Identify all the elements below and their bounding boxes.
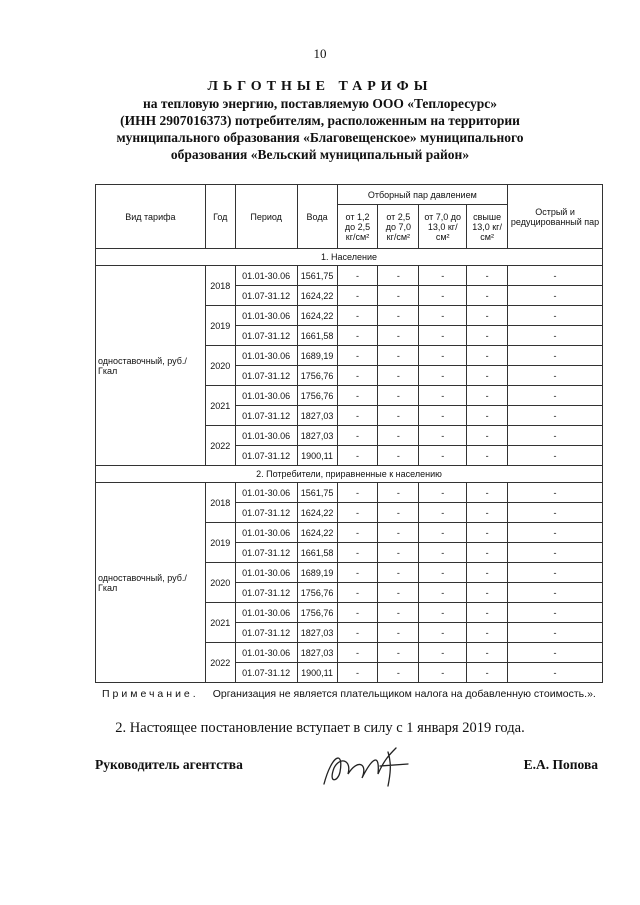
year-cell: 2020 xyxy=(205,563,235,603)
empty-cell: - xyxy=(378,583,419,603)
water-cell: 1756,76 xyxy=(297,603,337,623)
empty-cell: - xyxy=(419,643,467,663)
period-cell: 01.07-31.12 xyxy=(235,543,297,563)
empty-cell: - xyxy=(378,446,419,466)
empty-cell: - xyxy=(467,563,508,583)
period-cell: 01.07-31.12 xyxy=(235,446,297,466)
empty-cell: - xyxy=(419,406,467,426)
water-cell: 1756,76 xyxy=(297,583,337,603)
water-cell: 1689,19 xyxy=(297,563,337,583)
tariff-type-cell: одноставочный, руб./Гкал xyxy=(96,266,206,466)
empty-cell: - xyxy=(508,366,603,386)
empty-cell: - xyxy=(467,483,508,503)
empty-cell: - xyxy=(337,286,378,306)
empty-cell: - xyxy=(467,286,508,306)
empty-cell: - xyxy=(419,563,467,583)
empty-cell: - xyxy=(337,406,378,426)
period-cell: 01.07-31.12 xyxy=(235,326,297,346)
water-cell: 1624,22 xyxy=(297,306,337,326)
year-cell: 2020 xyxy=(205,346,235,386)
empty-cell: - xyxy=(508,603,603,623)
empty-cell: - xyxy=(467,623,508,643)
year-cell: 2019 xyxy=(205,306,235,346)
empty-cell: - xyxy=(508,446,603,466)
empty-cell: - xyxy=(378,346,419,366)
header-steam-col: от 7,0 до 13,0 кг/см² xyxy=(419,205,467,249)
empty-cell: - xyxy=(378,426,419,446)
empty-cell: - xyxy=(467,406,508,426)
section-title: 2. Потребители, приравненные к населению xyxy=(96,466,603,483)
header-water: Вода xyxy=(297,185,337,249)
signatory-position: Руководитель агентства xyxy=(95,757,243,772)
empty-cell: - xyxy=(337,266,378,286)
empty-cell: - xyxy=(419,306,467,326)
water-cell: 1661,58 xyxy=(297,543,337,563)
empty-cell: - xyxy=(467,523,508,543)
period-cell: 01.01-30.06 xyxy=(235,603,297,623)
empty-cell: - xyxy=(337,366,378,386)
empty-cell: - xyxy=(508,643,603,663)
empty-cell: - xyxy=(337,386,378,406)
empty-cell: - xyxy=(337,543,378,563)
empty-cell: - xyxy=(378,406,419,426)
period-cell: 01.01-30.06 xyxy=(235,563,297,583)
empty-cell: - xyxy=(378,326,419,346)
water-cell: 1624,22 xyxy=(297,286,337,306)
water-cell: 1900,11 xyxy=(297,446,337,466)
table-row xyxy=(96,266,603,286)
empty-cell: - xyxy=(337,503,378,523)
water-cell: 1689,19 xyxy=(297,346,337,366)
year-cell: 2018 xyxy=(205,266,235,306)
empty-cell: - xyxy=(378,603,419,623)
empty-cell: - xyxy=(508,583,603,603)
water-cell: 1900,11 xyxy=(297,663,337,683)
header-steam-col: свыше 13,0 кг/см² xyxy=(467,205,508,249)
empty-cell: - xyxy=(419,286,467,306)
empty-cell: - xyxy=(508,346,603,366)
header-steam-group: Отборный пар давлением xyxy=(337,185,508,205)
empty-cell: - xyxy=(419,523,467,543)
period-cell: 01.07-31.12 xyxy=(235,503,297,523)
period-cell: 01.07-31.12 xyxy=(235,663,297,683)
empty-cell: - xyxy=(337,603,378,623)
empty-cell: - xyxy=(508,523,603,543)
empty-cell: - xyxy=(467,386,508,406)
empty-cell: - xyxy=(508,386,603,406)
empty-cell: - xyxy=(419,543,467,563)
period-cell: 01.01-30.06 xyxy=(235,346,297,366)
empty-cell: - xyxy=(467,426,508,446)
empty-cell: - xyxy=(337,563,378,583)
water-cell: 1827,03 xyxy=(297,643,337,663)
water-cell: 1756,76 xyxy=(297,386,337,406)
empty-cell: - xyxy=(378,663,419,683)
empty-cell: - xyxy=(467,446,508,466)
note xyxy=(102,688,596,700)
empty-cell: - xyxy=(508,266,603,286)
empty-cell: - xyxy=(337,663,378,683)
header-steam-col: от 1,2 до 2,5 кг/см² xyxy=(337,205,378,249)
empty-cell: - xyxy=(337,446,378,466)
year-cell: 2022 xyxy=(205,643,235,683)
empty-cell: - xyxy=(419,483,467,503)
empty-cell: - xyxy=(378,563,419,583)
year-cell: 2021 xyxy=(205,386,235,426)
empty-cell: - xyxy=(508,426,603,446)
empty-cell: - xyxy=(419,623,467,643)
title-line: (ИНН 2907016373) потребителям, расположенным на территории xyxy=(120,113,520,128)
empty-cell: - xyxy=(467,503,508,523)
header-year: Год xyxy=(205,185,235,249)
year-cell: 2019 xyxy=(205,523,235,563)
header-tariff-type: Вид тарифа xyxy=(96,185,206,249)
empty-cell: - xyxy=(508,326,603,346)
empty-cell: - xyxy=(378,286,419,306)
period-cell: 01.01-30.06 xyxy=(235,266,297,286)
empty-cell: - xyxy=(508,286,603,306)
empty-cell: - xyxy=(419,426,467,446)
title-line: муниципального образования «Благовещенское» муниципального xyxy=(116,130,524,145)
empty-cell: - xyxy=(337,426,378,446)
decree-text: 2. Настоящее постановление вступает в силу с 1 января 2019 года. xyxy=(115,720,525,736)
period-cell: 01.01-30.06 xyxy=(235,483,297,503)
empty-cell: - xyxy=(337,643,378,663)
document-title xyxy=(0,78,640,163)
empty-cell: - xyxy=(378,523,419,543)
period-cell: 01.01-30.06 xyxy=(235,306,297,326)
year-cell: 2021 xyxy=(205,603,235,643)
tariff-type-cell: одноставочный, руб./Гкал xyxy=(96,483,206,683)
empty-cell: - xyxy=(419,503,467,523)
note-text: Организация не является плательщиком налога на добавленную стоимость.». xyxy=(212,688,596,700)
note-label: Примечание. xyxy=(102,688,199,700)
empty-cell: - xyxy=(467,266,508,286)
empty-cell: - xyxy=(508,483,603,503)
water-cell: 1624,22 xyxy=(297,503,337,523)
empty-cell: - xyxy=(508,623,603,643)
year-cell: 2018 xyxy=(205,483,235,523)
empty-cell: - xyxy=(337,623,378,643)
empty-cell: - xyxy=(467,543,508,563)
period-cell: 01.01-30.06 xyxy=(235,523,297,543)
period-cell: 01.07-31.12 xyxy=(235,406,297,426)
empty-cell: - xyxy=(378,306,419,326)
empty-cell: - xyxy=(467,643,508,663)
water-cell: 1827,03 xyxy=(297,426,337,446)
empty-cell: - xyxy=(337,326,378,346)
title-heading: ЛЬГОТНЫЕ ТАРИФЫ xyxy=(207,79,433,94)
empty-cell: - xyxy=(508,503,603,523)
empty-cell: - xyxy=(337,306,378,326)
empty-cell: - xyxy=(467,583,508,603)
empty-cell: - xyxy=(337,523,378,543)
empty-cell: - xyxy=(419,326,467,346)
period-cell: 01.01-30.06 xyxy=(235,426,297,446)
empty-cell: - xyxy=(419,266,467,286)
period-cell: 01.01-30.06 xyxy=(235,643,297,663)
title-line: образования «Вельский муниципальный район» xyxy=(170,147,470,162)
empty-cell: - xyxy=(419,663,467,683)
period-cell: 01.01-30.06 xyxy=(235,386,297,406)
empty-cell: - xyxy=(508,563,603,583)
empty-cell: - xyxy=(378,623,419,643)
year-cell: 2022 xyxy=(205,426,235,466)
water-cell: 1561,75 xyxy=(297,483,337,503)
empty-cell: - xyxy=(508,663,603,683)
water-cell: 1827,03 xyxy=(297,623,337,643)
period-cell: 01.07-31.12 xyxy=(235,366,297,386)
empty-cell: - xyxy=(467,346,508,366)
section-title: 1. Население xyxy=(96,249,603,266)
period-cell: 01.07-31.12 xyxy=(235,286,297,306)
header-period: Период xyxy=(235,185,297,249)
empty-cell: - xyxy=(378,386,419,406)
empty-cell: - xyxy=(419,583,467,603)
empty-cell: - xyxy=(378,643,419,663)
page-number: 10 xyxy=(313,46,327,61)
tariff-table xyxy=(95,184,603,683)
title-line: на тепловую энергию, поставляемую ООО «Теплоресурс» xyxy=(142,96,498,111)
empty-cell: - xyxy=(467,306,508,326)
water-cell: 1624,22 xyxy=(297,523,337,543)
empty-cell: - xyxy=(508,406,603,426)
empty-cell: - xyxy=(467,663,508,683)
signatory-name: Е.А. Попова xyxy=(523,757,598,772)
table-row xyxy=(96,483,603,503)
water-cell: 1661,58 xyxy=(297,326,337,346)
header-steam-col: от 2,5 до 7,0 кг/см² xyxy=(378,205,419,249)
water-cell: 1561,75 xyxy=(297,266,337,286)
empty-cell: - xyxy=(419,366,467,386)
empty-cell: - xyxy=(467,326,508,346)
empty-cell: - xyxy=(419,446,467,466)
empty-cell: - xyxy=(419,346,467,366)
empty-cell: - xyxy=(378,366,419,386)
empty-cell: - xyxy=(508,306,603,326)
period-cell: 01.07-31.12 xyxy=(235,583,297,603)
empty-cell: - xyxy=(419,603,467,623)
empty-cell: - xyxy=(378,503,419,523)
period-cell: 01.07-31.12 xyxy=(235,623,297,643)
empty-cell: - xyxy=(467,366,508,386)
empty-cell: - xyxy=(467,603,508,623)
empty-cell: - xyxy=(337,346,378,366)
header-sharp-steam: Острый и редуцированный пар xyxy=(508,185,603,249)
empty-cell: - xyxy=(378,266,419,286)
empty-cell: - xyxy=(508,543,603,563)
water-cell: 1756,76 xyxy=(297,366,337,386)
empty-cell: - xyxy=(419,386,467,406)
empty-cell: - xyxy=(378,543,419,563)
empty-cell: - xyxy=(337,483,378,503)
empty-cell: - xyxy=(378,483,419,503)
water-cell: 1827,03 xyxy=(297,406,337,426)
empty-cell: - xyxy=(337,583,378,603)
handwritten-signature xyxy=(318,744,414,790)
